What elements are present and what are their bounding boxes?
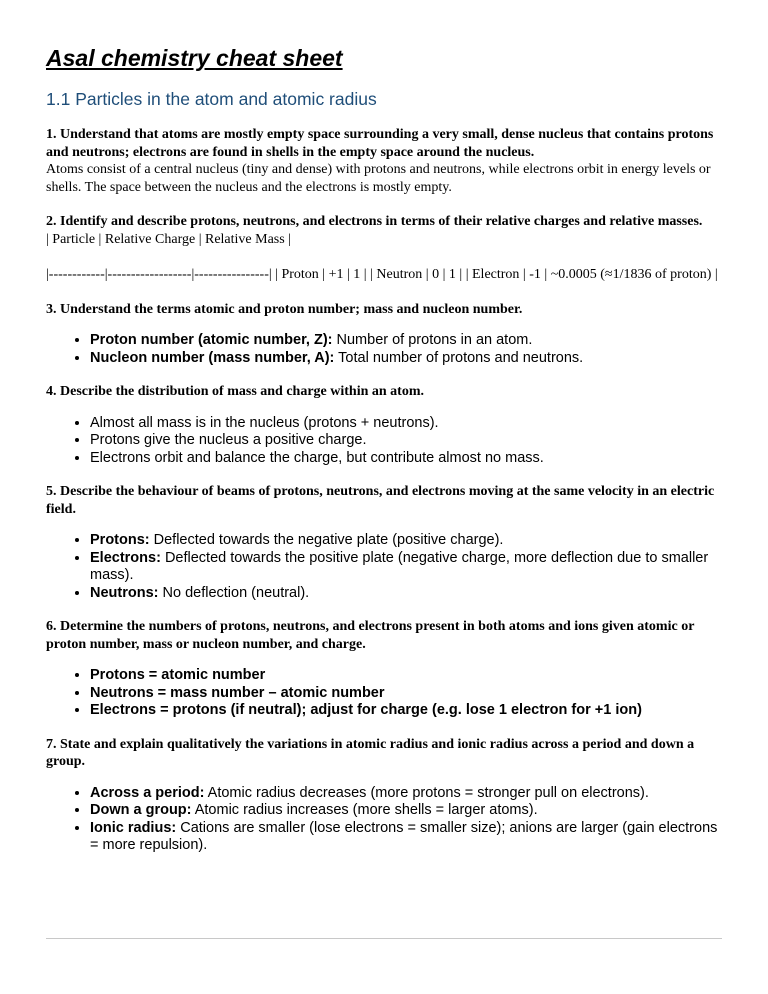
term-label: Protons: xyxy=(90,532,150,548)
list-item xyxy=(90,785,726,803)
term-definition: No deflection (neutral). xyxy=(158,584,310,601)
list-item: • Electrons orbit and balance the charge, but contribute almost no mass. xyxy=(90,450,726,468)
term-label: Ionic radius: xyxy=(90,819,177,836)
section-subtitle: 1.1 Particles in the atom and atomic radius xyxy=(46,89,377,109)
section-4-heading: 4. Describe the distribution of mass and charge within an atom. xyxy=(46,384,425,399)
document-body xyxy=(46,44,726,855)
rule-text: Electrons = protons (if neutral); adjust for charge (e.g. lose 1 electron for +1 ion) xyxy=(90,702,642,718)
section-5-heading: 5. Describe the behaviour of beams of protons, neutrons, and electrons moving at the same velocity in an electric field. xyxy=(46,484,715,517)
section-6-list xyxy=(46,667,726,720)
section-1-body: Atoms consist of a central nucleus (tiny and dense) with protons and neutrons, while electrons orbit in energy levels or shells. The space between the nucleus and the electrons is mostly empty. xyxy=(46,162,711,195)
section-7-list xyxy=(46,785,726,855)
section-5-list xyxy=(46,532,726,602)
term-definition: Deflected towards the negative plate (positive charge). xyxy=(149,532,504,548)
list-item xyxy=(90,585,726,603)
section-3-list xyxy=(46,332,726,367)
rule-text: Protons = atomic number xyxy=(90,667,266,683)
list-item xyxy=(90,702,726,720)
section-3-heading: 3. Understand the terms atomic and proton number; mass and nucleon number. xyxy=(46,301,523,317)
term-label: Across a period: xyxy=(90,784,205,801)
list-item xyxy=(90,667,726,685)
section-7 xyxy=(46,736,726,855)
section-6-heading: 6. Determine the numbers of protons, neutrons, and electrons present in both atoms and ions given atomic or proton number, mass or nucleon number, and charge. xyxy=(46,619,695,652)
term-definition: Cations are smaller (lose electrons = smaller size); anions are larger (gain electrons = more repulsion). xyxy=(90,819,718,853)
term-definition: Number of protons in an atom. xyxy=(332,332,533,348)
page-title: Asal chemistry cheat sheet xyxy=(46,45,343,71)
section-2-heading: 2. Identify and describe protons, neutrons, and electrons in terms of their relative charges and relative masses. xyxy=(46,214,703,229)
section-2 xyxy=(46,213,726,284)
list-item: • Protons give the nucleus a positive charge. xyxy=(90,432,726,450)
rule-text: Neutrons = mass number – atomic number xyxy=(90,684,385,701)
section-5 xyxy=(46,483,726,602)
list-item xyxy=(90,802,726,820)
list-item xyxy=(90,685,726,703)
term-definition: Total number of protons and neutrons. xyxy=(334,349,584,366)
section-6 xyxy=(46,618,726,720)
particle-table-header: | Particle | Relative Charge | Relative Mass | xyxy=(46,231,291,247)
list-item xyxy=(90,820,726,855)
section-4-list xyxy=(46,415,726,468)
list-item xyxy=(90,332,726,350)
term-definition: Deflected towards the positive plate (negative charge, more deflection due to smaller mass). xyxy=(90,549,709,583)
list-item xyxy=(90,532,726,550)
page-divider xyxy=(46,938,722,939)
section-1 xyxy=(46,126,726,196)
section-1-heading: 1. Understand that atoms are mostly empty space surrounding a very small, dense nucleus that contains protons and neutrons; electrons are found in shells in the empty space around the nucleus. xyxy=(46,127,714,160)
list-item xyxy=(90,350,726,368)
term-label: Neutrons: xyxy=(90,584,159,601)
list-item xyxy=(90,550,726,585)
term-label: Proton number (atomic number, Z): xyxy=(90,332,333,348)
term-label: Electrons: xyxy=(90,549,161,566)
particle-table-rows: |------------|------------------|----------------| | Proton | +1 | 1 | | Neutron | 0 | 1 | | Electron | -1 | ~0.0005 (≈1/1836 of proton) | xyxy=(46,267,718,282)
term-label: Nucleon number (mass number, A): xyxy=(90,349,335,366)
section-7-heading: 7. State and explain qualitatively the variations in atomic radius and ionic radius across a period and down a group. xyxy=(46,736,695,769)
term-definition: Atomic radius increases (more shells = larger atoms). xyxy=(191,802,538,818)
term-label: Down a group: xyxy=(90,802,192,818)
section-4 xyxy=(46,383,726,467)
section-3 xyxy=(46,301,726,368)
term-definition: Atomic radius decreases (more protons = stronger pull on electrons). xyxy=(204,784,649,801)
list-item: • Almost all mass is in the nucleus (protons + neutrons). xyxy=(90,415,726,433)
